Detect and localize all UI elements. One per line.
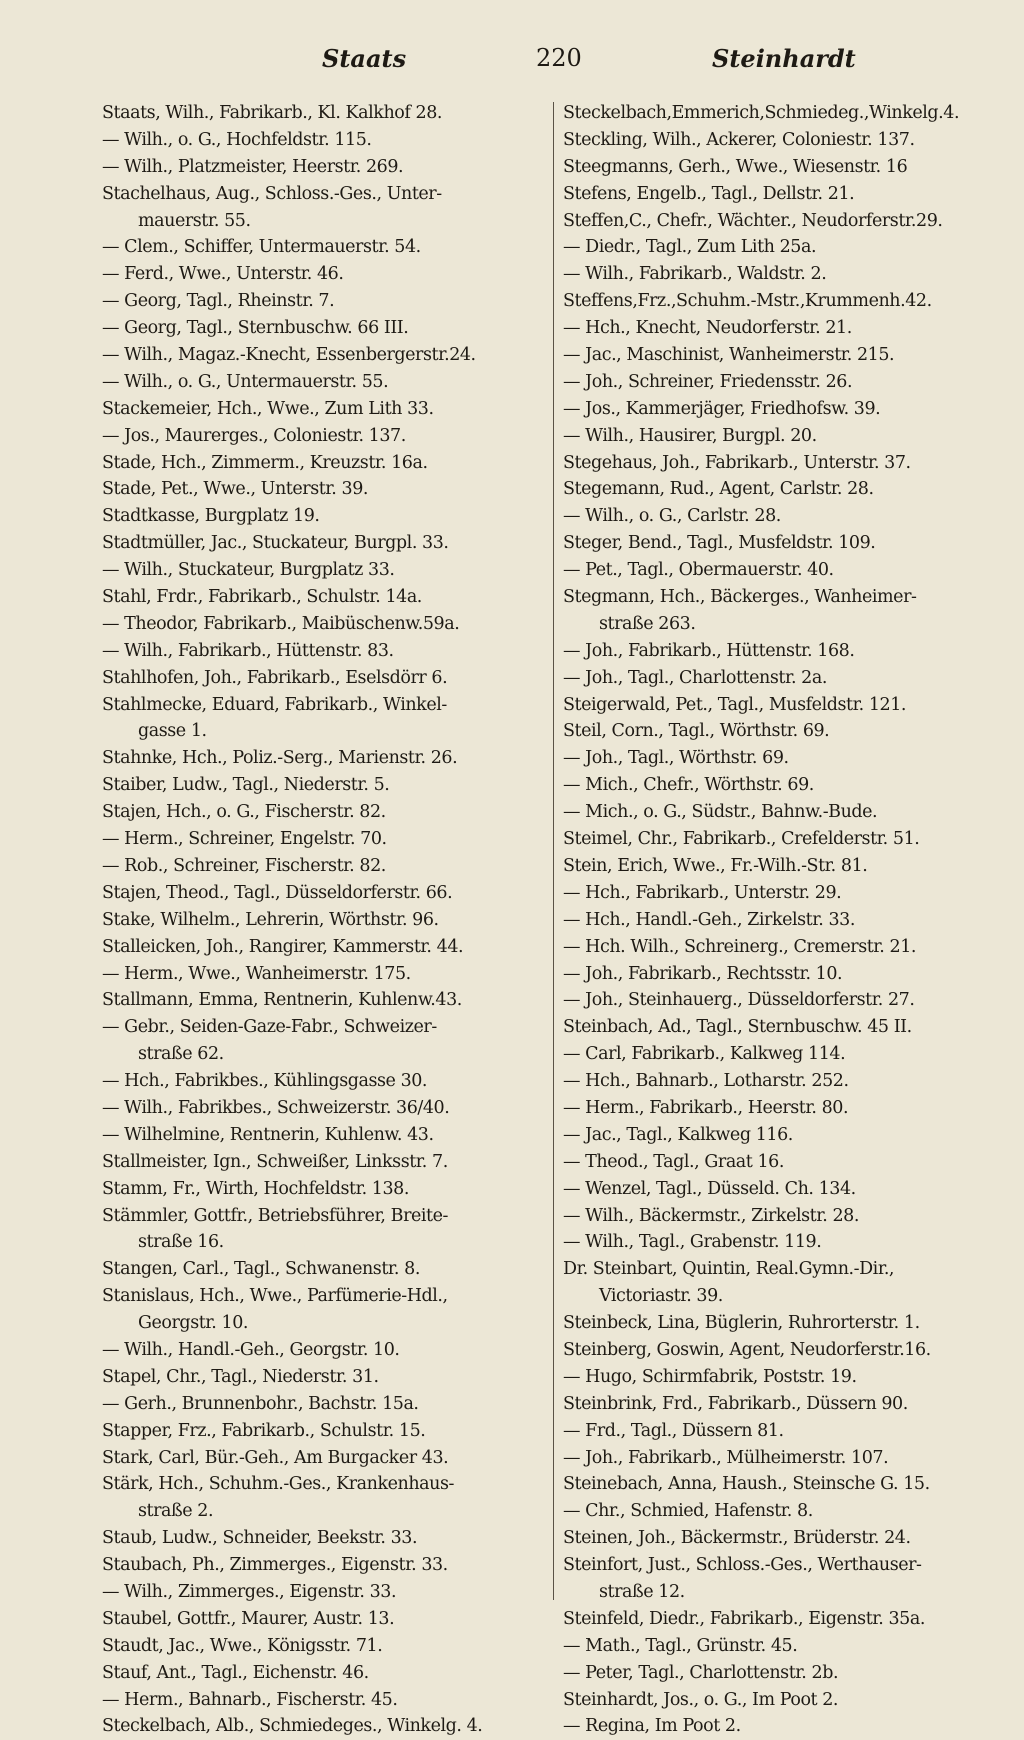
directory-entry: — Hugo, Schirmfabrik, Poststr. 19.: [563, 1366, 857, 1387]
directory-entry: Steckelbach,Emmerich,Schmiedeg.,Winkelg.4.: [563, 103, 960, 123]
directory-entry: — Jos., Maurerges., Coloniestr. 137.: [102, 425, 406, 446]
directory-entry-continuation: straße 62.: [138, 1044, 224, 1065]
directory-entry-continuation: mauerstr. 55.: [138, 210, 251, 231]
directory-entry: — Peter, Tagl., Charlottenstr. 2b.: [563, 1662, 839, 1683]
directory-entry: Steffens,Frz.,Schuhm.-Mstr.,Krummenh.42.: [563, 291, 932, 312]
left-column: [102, 100, 544, 1737]
directory-entry: Stein, Erich, Wwe., Fr.-Wilh.-Str. 81.: [563, 855, 868, 876]
directory-entry: Steinebach, Anna, Haush., Steinsche G. 15.: [563, 1474, 930, 1495]
directory-entry: — Hch., Fabrikarb., Unterstr. 29.: [563, 882, 842, 903]
directory-entry: — Chr., Schmied, Hafenstr. 8.: [563, 1501, 813, 1522]
directory-entry: — Hch. Wilh., Schreinerg., Cremerstr. 21.: [563, 936, 917, 957]
directory-entry: Stallmann, Emma, Rentnerin, Kuhlenw.43.: [102, 990, 462, 1011]
directory-entry: Stajen, Theod., Tagl., Düsseldorferstr. 66.: [102, 882, 453, 903]
right-column: [563, 100, 1003, 1737]
directory-entry: — Joh., Steinhauerg., Düsseldorferstr. 27.: [563, 990, 915, 1011]
directory-entry: Steil, Corn., Tagl., Wörthstr. 69.: [563, 721, 830, 742]
directory-entry: — Carl, Fabrikarb., Kalkweg 114.: [563, 1044, 846, 1065]
directory-entry: — Jac., Tagl., Kalkweg 116.: [563, 1124, 793, 1145]
directory-entry: — Herm., Schreiner, Engelstr. 70.: [102, 829, 387, 850]
directory-entry: — Hch., Knecht, Neudorferstr. 21.: [563, 318, 852, 339]
directory-entry: Steinbrink, Frd., Fabrikarb., Düssern 90.: [563, 1393, 908, 1414]
directory-entry: — Theod., Tagl., Graat 16.: [563, 1151, 784, 1172]
directory-entry: — Math., Tagl., Grünstr. 45.: [563, 1635, 798, 1656]
directory-entry: — Herm., Bahnarb., Fischerstr. 45.: [102, 1689, 398, 1710]
directory-entry: — Joh., Schreiner, Friedensstr. 26.: [563, 371, 853, 392]
directory-entry: — Wilh., Fabrikarb., Waldstr. 2.: [563, 264, 827, 285]
directory-entry-continuation: straße 12.: [599, 1581, 685, 1602]
directory-entry: — Hch., Handl.-Geh., Zirkelstr. 33.: [563, 909, 855, 930]
directory-entry: Steckelbach, Alb., Schmiedeges., Winkelg. 4.: [102, 1716, 483, 1737]
directory-entry: Stauf, Ant., Tagl., Eichenstr. 46.: [102, 1662, 369, 1683]
directory-entry: — Herm., Fabrikarb., Heerstr. 80.: [563, 1097, 849, 1118]
directory-entry: — Wilh., Handl.-Geh., Georgstr. 10.: [102, 1339, 400, 1360]
directory-entry: Staubach, Ph., Zimmerges., Eigenstr. 33.: [102, 1555, 448, 1576]
directory-entry-continuation: gasse 1.: [138, 721, 207, 742]
directory-entry: — Wilh., Hausirer, Burgpl. 20.: [563, 425, 817, 446]
directory-entry: — Theodor, Fabrikarb., Maibüschenw.59a.: [102, 613, 460, 634]
directory-entry: Stahlhofen, Joh., Fabrikarb., Eselsdörr 6.: [102, 667, 448, 688]
directory-entry: Stegmann, Hch., Bäckerges., Wanheimer-: [563, 587, 917, 608]
directory-entry: — Mich., o. G., Südstr., Bahnw.-Bude.: [563, 802, 878, 823]
directory-entry: — Georg, Tagl., Sternbuschw. 66 III.: [102, 318, 409, 339]
directory-entry: — Gebr., Seiden-Gaze-Fabr., Schweizer-: [102, 1017, 437, 1038]
directory-entry: Steinfort, Just., Schloss.-Ges., Werthauser-: [563, 1555, 922, 1576]
directory-entry: — Hch., Bahnarb., Lotharstr. 252.: [563, 1071, 849, 1092]
page-number: 220: [536, 44, 582, 72]
directory-entry: — Jos., Kammerjäger, Friedhofsw. 39.: [563, 398, 881, 419]
directory-entry: — Rob., Schreiner, Fischerstr. 82.: [102, 855, 386, 876]
directory-entry: Stahnke, Hch., Poliz.-Serg., Marienstr. 26.: [102, 748, 458, 769]
directory-entry: Stapper, Frz., Fabrikarb., Schulstr. 15.: [102, 1420, 426, 1441]
directory-entry: — Frd., Tagl., Düssern 81.: [563, 1420, 784, 1441]
directory-entry: — Gerh., Brunnenbohr., Bachstr. 15a.: [102, 1393, 419, 1414]
directory-entry: — Joh., Fabrikarb., Hüttenstr. 168.: [563, 640, 855, 661]
directory-entry: — Ferd., Wwe., Unterstr. 46.: [102, 264, 344, 285]
directory-entry: Stahl, Frdr., Fabrikarb., Schulstr. 14a.: [102, 587, 422, 608]
directory-entry: — Joh., Tagl., Wörthstr. 69.: [563, 748, 789, 769]
directory-entry: — Wilh., o. G., Hochfeldstr. 115.: [102, 129, 372, 150]
directory-entry: Stahlmecke, Eduard, Fabrikarb., Winkel-: [102, 694, 447, 715]
directory-entry: Stackemeier, Hch., Wwe., Zum Lith 33.: [102, 398, 434, 419]
directory-entry: Stake, Wilhelm., Lehrerin, Wörthstr. 96.: [102, 909, 439, 930]
directory-entry: Stangen, Carl., Tagl., Schwanenstr. 8.: [102, 1259, 420, 1280]
directory-entry: — Jac., Maschinist, Wanheimerstr. 215.: [563, 345, 895, 366]
directory-entry: — Georg, Tagl., Rheinstr. 7.: [102, 291, 335, 312]
directory-entry: — Joh., Fabrikarb., Rechtsstr. 10.: [563, 963, 843, 984]
directory-entry: — Joh., Fabrikarb., Mülheimerstr. 107.: [563, 1447, 889, 1468]
directory-entry: — Wilhelmine, Rentnerin, Kuhlenw. 43.: [102, 1124, 434, 1145]
directory-entry: — Wilh., Zimmerges., Eigenstr. 33.: [102, 1581, 397, 1602]
directory-entry: Staub, Ludw., Schneider, Beekstr. 33.: [102, 1528, 418, 1549]
directory-entry: Staats, Wilh., Fabrikarb., Kl. Kalkhof 28.: [102, 103, 442, 123]
directory-entry: Stade, Hch., Zimmerm., Kreuzstr. 16a.: [102, 452, 428, 473]
directory-entry-continuation: Victoriastr. 39.: [599, 1286, 723, 1307]
directory-entry: Stamm, Fr., Wirth, Hochfeldstr. 138.: [102, 1178, 409, 1199]
directory-entry: Stadtkasse, Burgplatz 19.: [102, 506, 320, 527]
directory-entry: — Wilh., Bäckermstr., Zirkelstr. 28.: [563, 1205, 859, 1226]
directory-entry: Steinfeld, Diedr., Fabrikarb., Eigenstr. 35a.: [563, 1608, 925, 1629]
directory-entry: Steinbeck, Lina, Büglerin, Ruhrorterstr. 1.: [563, 1313, 920, 1334]
directory-entry: Steimel, Chr., Fabrikarb., Crefelderstr. 51.: [563, 829, 920, 850]
directory-entry: Steinbach, Ad., Tagl., Sternbuschw. 45 II.: [563, 1017, 912, 1038]
directory-entry: Steffen,C., Chefr., Wächter., Neudorferstr.29.: [563, 210, 943, 231]
directory-entry: — Pet., Tagl., Obermauerstr. 40.: [563, 560, 834, 581]
directory-entry: — Diedr., Tagl., Zum Lith 25a.: [563, 237, 817, 258]
directory-entry: — Wilh., Fabrikarb., Hüttenstr. 83.: [102, 640, 394, 661]
directory-entry: — Wilh., Stuckateur, Burgplatz 33.: [102, 560, 395, 581]
directory-entry: Stegemann, Rud., Agent, Carlstr. 28.: [563, 479, 874, 500]
header-left-keyword: Staats: [322, 44, 407, 73]
directory-entry: Stapel, Chr., Tagl., Niederstr. 31.: [102, 1366, 379, 1387]
directory-entry: Stefens, Engelb., Tagl., Dellstr. 21.: [563, 183, 855, 204]
directory-entry: — Wilh., o. G., Untermauerstr. 55.: [102, 371, 389, 392]
directory-entry: Steinen, Joh., Bäckermstr., Brüderstr. 24.: [563, 1528, 911, 1549]
directory-entry: — Hch., Fabrikbes., Kühlingsgasse 30.: [102, 1071, 428, 1092]
directory-entry: — Mich., Chefr., Wörthstr. 69.: [563, 775, 814, 796]
header-right-keyword: Steinhardt: [712, 44, 856, 73]
directory-entry: Steegmanns, Gerh., Wwe., Wiesenstr. 16: [563, 156, 908, 177]
directory-entry: Steigerwald, Pet., Tagl., Musfeldstr. 121.: [563, 694, 906, 715]
directory-entry: Stämmler, Gottfr., Betriebsführer, Breite-: [102, 1205, 448, 1226]
directory-entry: Steger, Bend., Tagl., Musfeldstr. 109.: [563, 533, 876, 554]
directory-entry: Stärk, Hch., Schuhm.-Ges., Krankenhaus-: [102, 1474, 454, 1495]
directory-entry: Stalleicken, Joh., Rangirer, Kammerstr. 44.: [102, 936, 464, 957]
directory-entry: Stajen, Hch., o. G., Fischerstr. 82.: [102, 802, 386, 823]
directory-entry: — Wilh., Tagl., Grabenstr. 119.: [563, 1232, 822, 1253]
directory-entry: — Joh., Tagl., Charlottenstr. 2a.: [563, 667, 827, 688]
directory-entry: Steckling, Wilh., Ackerer, Coloniestr. 137.: [563, 129, 915, 150]
directory-entry: Staiber, Ludw., Tagl., Niederstr. 5.: [102, 775, 390, 796]
directory-entry: Stark, Carl, Bür.-Geh., Am Burgacker 43.: [102, 1447, 449, 1468]
directory-entry: Stachelhaus, Aug., Schloss.-Ges., Unter-: [102, 183, 442, 204]
directory-entry: Stegehaus, Joh., Fabrikarb., Unterstr. 37.: [563, 452, 911, 473]
directory-entry: — Herm., Wwe., Wanheimerstr. 175.: [102, 963, 411, 984]
directory-entry-continuation: straße 2.: [138, 1501, 214, 1522]
directory-entry: — Wilh., Platzmeister, Heerstr. 269.: [102, 156, 404, 177]
directory-entry: Stanislaus, Hch., Wwe., Parfümerie-Hdl.,: [102, 1286, 448, 1307]
directory-entry: Staubel, Gottfr., Maurer, Austr. 13.: [102, 1608, 395, 1629]
column-divider: [553, 102, 554, 1600]
directory-entry: Stadtmüller, Jac., Stuckateur, Burgpl. 33.: [102, 533, 449, 554]
directory-entry-continuation: straße 16.: [138, 1232, 224, 1253]
directory-entry: — Wilh., Fabrikbes., Schweizerstr. 36/40.: [102, 1097, 450, 1118]
page-header: [0, 0, 1024, 100]
directory-entry: — Clem., Schiffer, Untermauerstr. 54.: [102, 237, 421, 258]
directory-entry: — Wenzel, Tagl., Düsseld. Ch. 134.: [563, 1178, 856, 1199]
directory-entry: Staudt, Jac., Wwe., Königsstr. 71.: [102, 1635, 383, 1656]
directory-entry: Steinberg, Goswin, Agent, Neudorferstr.16.: [563, 1339, 931, 1360]
directory-entry: Stade, Pet., Wwe., Unterstr. 39.: [102, 479, 369, 500]
directory-entry: — Wilh., Magaz.-Knecht, Essenbergerstr.24.: [102, 345, 476, 366]
directory-entry: Stallmeister, Ign., Schweißer, Linksstr. 7.: [102, 1151, 448, 1172]
directory-entry: Steinhardt, Jos., o. G., Im Poot 2.: [563, 1689, 839, 1710]
directory-entry: Dr. Steinbart, Quintin, Real.Gymn.-Dir.,: [563, 1259, 895, 1280]
directory-entry: — Regina, Im Poot 2.: [563, 1716, 741, 1737]
directory-entry: — Wilh., o. G., Carlstr. 28.: [563, 506, 781, 527]
directory-entry-continuation: straße 263.: [599, 613, 696, 634]
directory-entry-continuation: Georgstr. 10.: [138, 1313, 249, 1334]
